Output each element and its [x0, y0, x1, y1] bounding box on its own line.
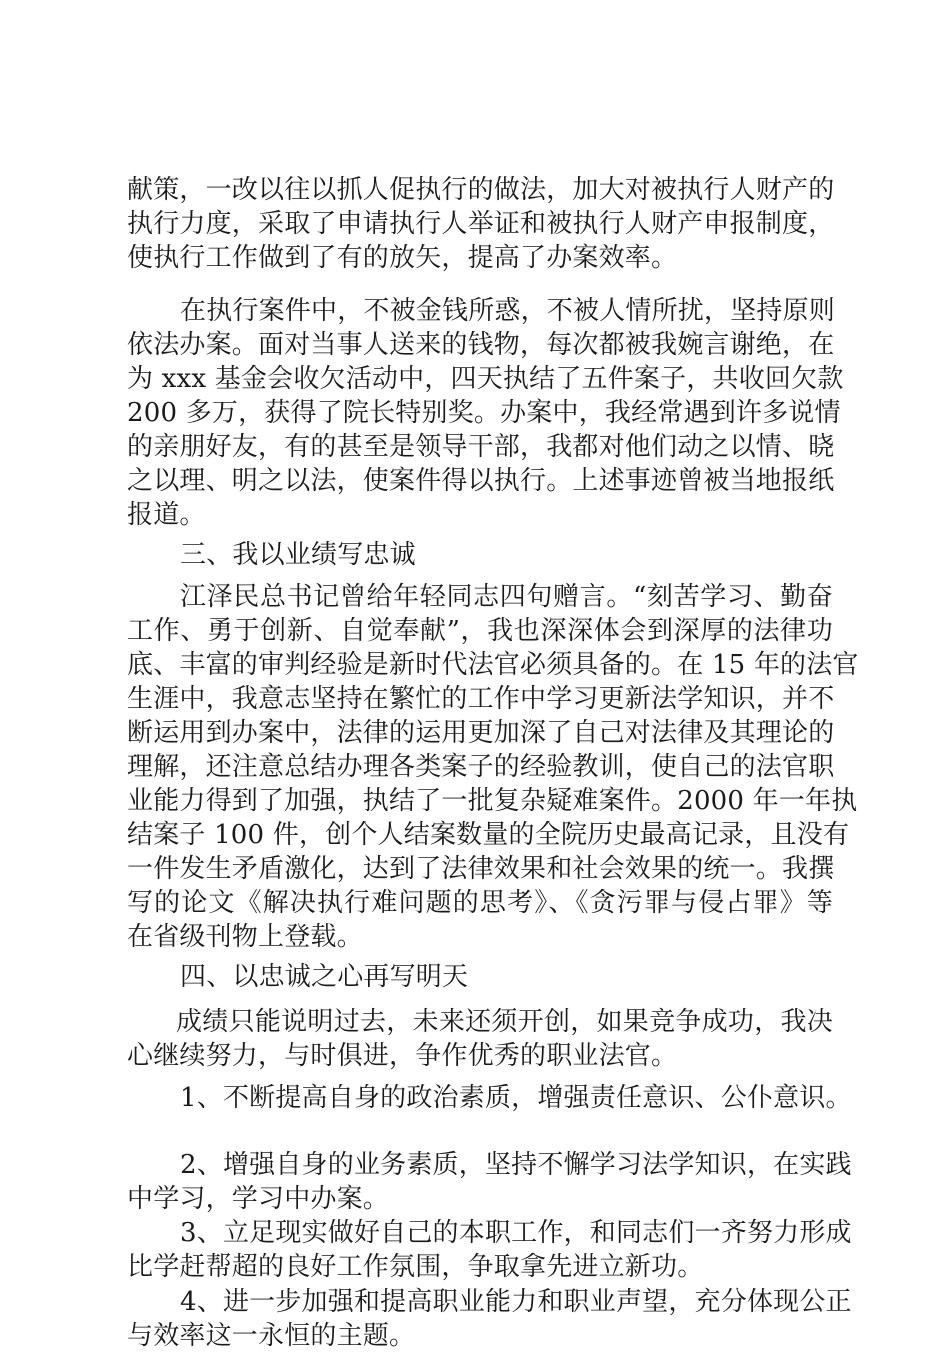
paragraph-line: 结案子 100 件，创个人结案数量的全院历史最高记录，且没有 — [127, 820, 850, 850]
paragraph-line: 献策，一改以往以抓人促执行的做法，加大对被执行人财产的 — [127, 175, 835, 205]
paragraph-line: 200 多万，获得了院长特别奖。办案中，我经常遇到许多说情 — [127, 398, 841, 428]
paragraph-line: 生涯中，我意志坚持在繁忙的工作中学习更新法学知识，并不 — [127, 684, 835, 714]
paragraph-line: 底、丰富的审判经验是新时代法官必须具备的。在 15 年的法官 — [127, 650, 859, 680]
list-item: 4、进一步加强和提高职业能力和职业声望，充分体现公正 — [180, 1287, 852, 1317]
paragraph-line: 在执行案件中，不被金钱所惑，不被人情所扰，坚持原则 — [180, 296, 836, 326]
paragraph-line: 使执行工作做到了有的放矢，提高了办案效率。 — [127, 243, 678, 273]
paragraph-line: 成绩只能说明过去，未来还须开创，如果竞争成功，我决 — [176, 1007, 833, 1037]
paragraph-line: 执行力度，采取了申请执行人举证和被执行人财产申报制度， — [127, 209, 835, 239]
paragraph-line: 心继续努力，与时俱进，争作优秀的职业法官。 — [127, 1041, 678, 1071]
paragraph-line: 中学习，学习中办案。 — [127, 1184, 390, 1214]
paragraph-line: 报道。 — [127, 500, 206, 530]
paragraph-line: 依法办案。面对当事人送来的钱物，每次都被我婉言谢绝，在 — [127, 330, 835, 360]
section-heading: 三、我以业绩写忠诚 — [180, 540, 416, 570]
paragraph-line: 江泽民总书记曾给年轻同志四句赠言。“刻苦学习、勤奋 — [180, 582, 833, 612]
paragraph-line: 与效率这一永恒的主题。 — [127, 1321, 416, 1351]
list-item: 2、增强自身的业务素质，坚持不懈学习法学知识，在实践 — [180, 1150, 852, 1180]
paragraph-line: 断运用到办案中，法律的运用更加深了自己对法律及其理论的 — [127, 718, 835, 748]
paragraph-line: 一件发生矛盾激化，达到了法律效果和社会效果的统一。我撰 — [127, 854, 835, 884]
paragraph-line: 为 xxx 基金会收欠活动中，四天执结了五件案子，共收回欠款 — [127, 364, 844, 394]
list-item: 1、不断提高自身的政治素质，增强责任意识、公仆意识。 — [180, 1083, 852, 1113]
paragraph-line: 之以理、明之以法，使案件得以执行。上述事迹曾被当地报纸 — [127, 466, 835, 496]
paragraph-line: 比学赶帮超的良好工作氛围，争取拿先进立新功。 — [127, 1252, 704, 1282]
paragraph-line: 业能力得到了加强，执结了一批复杂疑难案件。2000 年一年执 — [127, 786, 858, 816]
paragraph-line: 理解，还注意总结办理各类案子的经验教训，使自己的法官职 — [127, 752, 835, 782]
paragraph-line: 写的论文《解决执行难问题的思考》、《贪污罪与侵占罪》等 — [127, 888, 833, 918]
paragraph-line: 工作、勇于创新、自觉奉献”，我也深深体会到深厚的法律功 — [127, 616, 833, 646]
paragraph-line: 的亲朋好友，有的甚至是领导干部，我都对他们动之以情、晓 — [127, 432, 835, 462]
paragraph-line: 在省级刊物上登载。 — [127, 922, 363, 952]
section-heading: 四、以忠诚之心再写明天 — [180, 962, 469, 992]
list-item: 3、立足现实做好自己的本职工作，和同志们一齐努力形成 — [180, 1218, 852, 1248]
